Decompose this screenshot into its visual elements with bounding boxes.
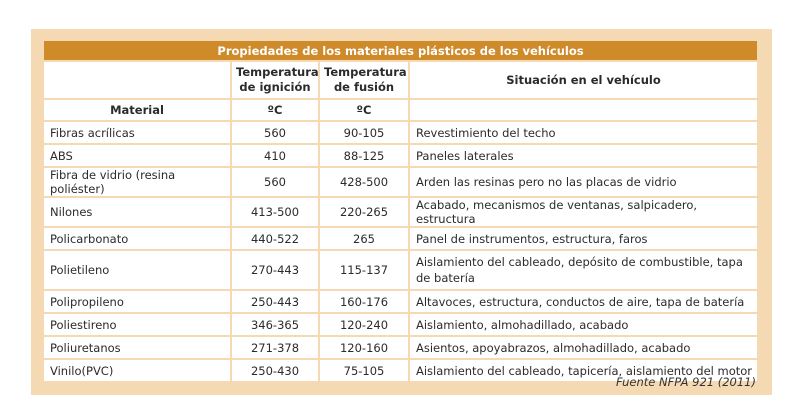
cell-situation: Revestimiento del techo — [410, 122, 757, 145]
cell-material: Poliuretanos — [44, 337, 232, 360]
cell-material: Vinilo(PVC) — [44, 360, 232, 383]
cell-ignition: 560 — [232, 168, 320, 198]
source-note: Fuente NFPA 921 (2011) — [616, 375, 756, 389]
cell-situation: Altavoces, estructura, conductos de aire, tapa de batería — [410, 291, 757, 314]
cell-melting: 220-265 — [320, 198, 410, 228]
cell-material: Polipropileno — [44, 291, 232, 314]
cell-situation: Arden las resinas pero no las placas de vidrio — [410, 168, 757, 198]
table-row — [44, 251, 757, 291]
header-unit-melting: ºC — [320, 100, 410, 122]
cell-melting: 265 — [320, 228, 410, 251]
cell-melting: 160-176 — [320, 291, 410, 314]
table-row — [44, 228, 757, 251]
cell-situation: Acabado, mecanismos de ventanas, salpicadero, estructura — [410, 198, 757, 228]
cell-melting: 428-500 — [320, 168, 410, 198]
table-row — [44, 314, 757, 337]
cell-ignition: 410 — [232, 145, 320, 168]
cell-ignition: 346-365 — [232, 314, 320, 337]
header-blank-2 — [410, 100, 757, 122]
table-row — [44, 122, 757, 145]
header-melting — [320, 62, 410, 100]
cell-material: ABS — [44, 145, 232, 168]
cell-melting: 115-137 — [320, 251, 410, 291]
table-row — [44, 291, 757, 314]
cell-ignition: 560 — [232, 122, 320, 145]
cell-melting: 120-240 — [320, 314, 410, 337]
header-ignition-line2: de ignición — [239, 80, 311, 94]
materials-table — [44, 41, 757, 383]
cell-melting: 90-105 — [320, 122, 410, 145]
header-melting-line1: Temperatura — [324, 65, 407, 79]
cell-material: Policarbonato — [44, 228, 232, 251]
cell-ignition: 271-378 — [232, 337, 320, 360]
cell-situation: Aislamiento del cableado, depósito de combustible, tapa de batería — [410, 251, 757, 291]
header-unit-ignition: ºC — [232, 100, 320, 122]
header-blank — [44, 62, 232, 100]
table-row — [44, 337, 757, 360]
header-melting-line2: de fusión — [333, 80, 395, 94]
cell-melting: 120-160 — [320, 337, 410, 360]
cell-situation: Paneles laterales — [410, 145, 757, 168]
cell-ignition: 440-522 — [232, 228, 320, 251]
cell-melting: 75-105 — [320, 360, 410, 383]
cell-material: Fibras acrílicas — [44, 122, 232, 145]
cell-material: Poliestireno — [44, 314, 232, 337]
cell-melting: 88-125 — [320, 145, 410, 168]
cell-material: Polietileno — [44, 251, 232, 291]
table-row — [44, 198, 757, 228]
cell-ignition: 413-500 — [232, 198, 320, 228]
cell-material: Fibra de vidrio (resina poliéster) — [44, 168, 232, 198]
cell-situation: Asientos, apoyabrazos, almohadillado, acabado — [410, 337, 757, 360]
table-panel — [31, 29, 772, 395]
cell-situation: Aislamiento, almohadillado, acabado — [410, 314, 757, 337]
header-ignition — [232, 62, 320, 100]
header-material: Material — [44, 100, 232, 122]
table-row — [44, 168, 757, 198]
cell-ignition: 250-443 — [232, 291, 320, 314]
table-title: Propiedades de los materiales plásticos de los vehículos — [44, 41, 757, 62]
cell-material: Nilones — [44, 198, 232, 228]
cell-ignition: 250-430 — [232, 360, 320, 383]
cell-situation: Panel de instrumentos, estructura, faros — [410, 228, 757, 251]
table-row — [44, 145, 757, 168]
header-situation: Situación en el vehículo — [410, 62, 757, 100]
header-ignition-line1: Temperatura — [236, 65, 319, 79]
cell-ignition: 270-443 — [232, 251, 320, 291]
cell-situation: Aislamiento del cableado, tapicería, aislamiento del motor — [410, 360, 757, 383]
